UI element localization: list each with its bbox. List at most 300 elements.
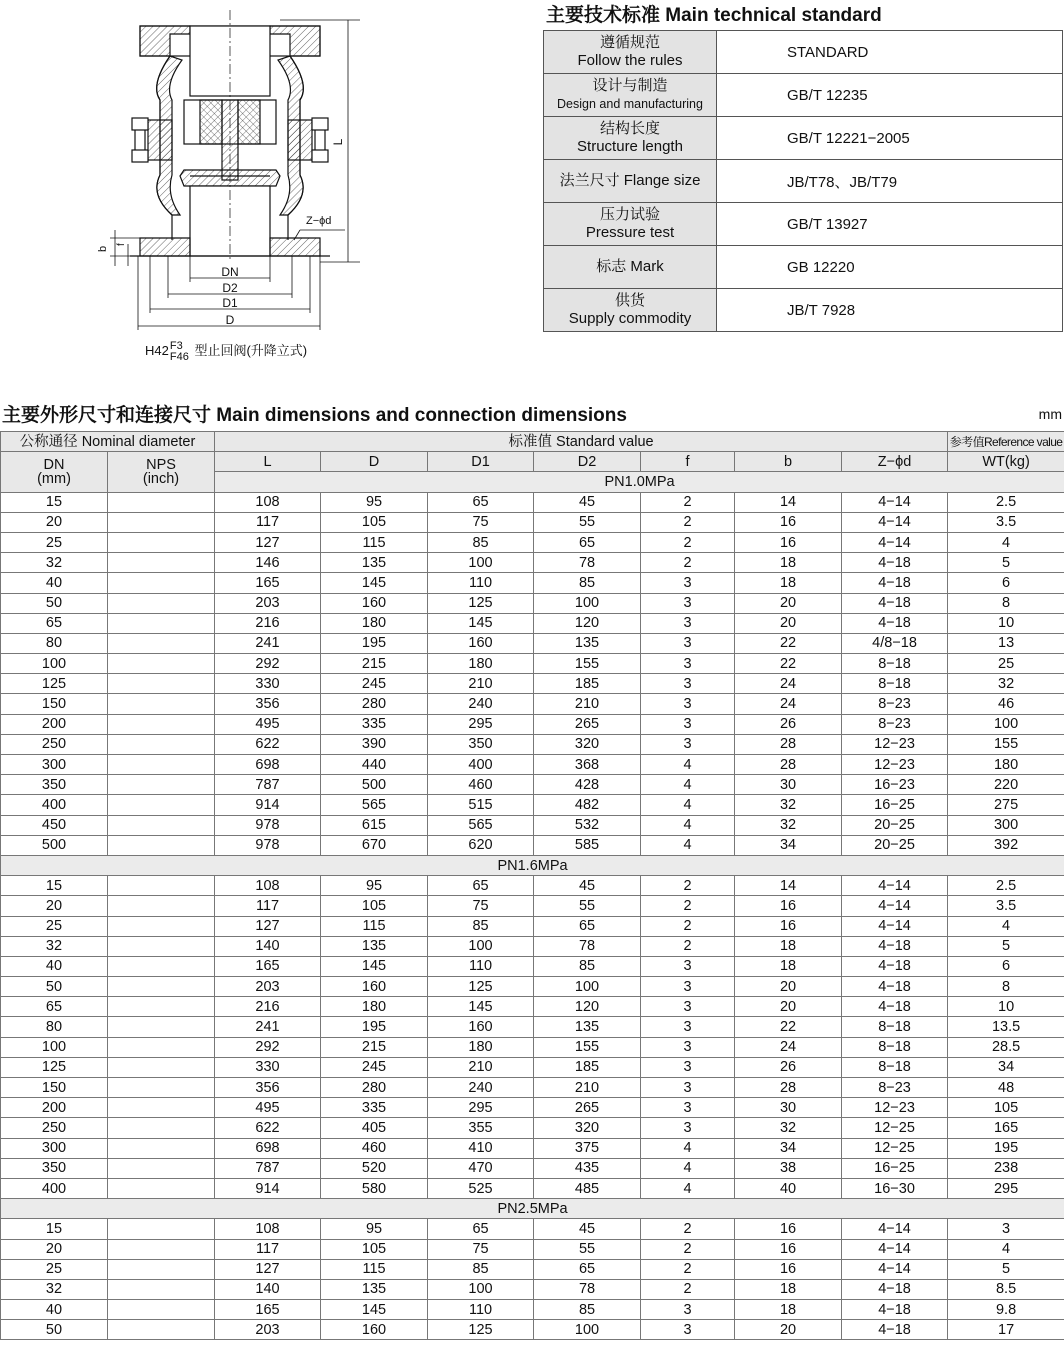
table-cell: 5 [948, 553, 1064, 573]
table-cell: 17 [948, 1320, 1064, 1340]
table-cell: 32 [1, 1279, 108, 1299]
table-cell: 500 [321, 775, 428, 795]
table-cell: 110 [428, 1300, 534, 1320]
table-cell: 4 [641, 775, 735, 795]
table-cell: 165 [215, 1300, 321, 1320]
table-cell: 20−25 [842, 815, 948, 835]
table-cell: 3 [641, 1320, 735, 1340]
table-row [1, 1320, 1064, 1340]
table-cell: 145 [428, 997, 534, 1017]
table-cell: 65 [428, 1219, 534, 1239]
table-row [1, 1178, 1064, 1198]
table-cell: 100 [428, 1279, 534, 1299]
table-cell: 2 [641, 553, 735, 573]
tech-value: JB/T 7928 [717, 289, 1063, 332]
table-cell: 80 [1, 1017, 108, 1037]
table-row [1, 613, 1064, 633]
table-cell: 3 [641, 1037, 735, 1057]
pressure-group-row [1, 855, 1064, 875]
table-row [1, 936, 1064, 956]
table-row [1, 633, 1064, 653]
table-cell: 100 [1, 1037, 108, 1057]
header-dn [1, 452, 108, 492]
table-cell: 4−14 [842, 896, 948, 916]
table-cell: 4 [641, 835, 735, 855]
table-cell: 525 [428, 1178, 534, 1198]
table-cell: 4−14 [842, 1239, 948, 1259]
table-cell: 6 [948, 573, 1064, 593]
table-cell: 4−14 [842, 1219, 948, 1239]
table-cell: 55 [534, 896, 641, 916]
pressure-group-label: PN2.5MPa [1, 1199, 1064, 1219]
tech-row [544, 74, 1063, 117]
table-cell [108, 1259, 215, 1279]
table-cell: 20 [735, 613, 842, 633]
table-cell: 356 [215, 694, 321, 714]
table-cell: 38 [735, 1158, 842, 1178]
table-cell: 3 [641, 654, 735, 674]
table-cell: 24 [735, 674, 842, 694]
table-cell: 330 [215, 1057, 321, 1077]
header-nominal: 公称通径 Nominal diameter [1, 432, 215, 452]
table-cell: 16 [735, 532, 842, 552]
table-cell: 140 [215, 936, 321, 956]
table-cell: 3 [641, 1078, 735, 1098]
table-cell: 392 [948, 835, 1064, 855]
table-cell: 2 [641, 876, 735, 896]
dim-label-z: Z−ϕd [306, 215, 332, 227]
table-cell: 25 [1, 916, 108, 936]
table-row [1, 1239, 1064, 1259]
table-cell: 203 [215, 593, 321, 613]
header-col-f: f [641, 452, 735, 472]
table-cell: 95 [321, 1219, 428, 1239]
table-row [1, 674, 1064, 694]
table-cell: 45 [534, 1219, 641, 1239]
table-cell: 4−14 [842, 512, 948, 532]
table-row [1, 1118, 1064, 1138]
table-cell: 65 [534, 916, 641, 936]
tech-label [544, 246, 717, 289]
table-cell: 4−18 [842, 936, 948, 956]
table-row [1, 593, 1064, 613]
table-cell: 6 [948, 956, 1064, 976]
table-cell: 85 [534, 573, 641, 593]
table-cell: 292 [215, 654, 321, 674]
table-cell: 20 [735, 1320, 842, 1340]
table-cell: 100 [534, 1320, 641, 1340]
table-cell: 180 [428, 1037, 534, 1057]
table-cell: 34 [735, 1138, 842, 1158]
table-cell [108, 1239, 215, 1259]
table-cell: 65 [1, 997, 108, 1017]
table-cell: 115 [321, 1259, 428, 1279]
table-cell: 78 [534, 553, 641, 573]
pressure-group-label: PN1.0MPa [215, 472, 1064, 492]
table-cell: 20 [1, 512, 108, 532]
table-cell: 115 [321, 916, 428, 936]
tech-row [544, 289, 1063, 332]
tech-label-en: Supply commodity [568, 310, 692, 327]
table-cell: 203 [215, 1320, 321, 1340]
table-cell: 615 [321, 815, 428, 835]
tech-label-en: Follow the rules [577, 52, 683, 69]
table-cell: 8−18 [842, 654, 948, 674]
table-cell: 78 [534, 1279, 641, 1299]
valve-drawing-svg [80, 0, 380, 365]
table-cell [108, 916, 215, 936]
table-cell: 125 [428, 1320, 534, 1340]
table-cell: 4 [948, 532, 1064, 552]
table-cell: 295 [428, 714, 534, 734]
table-cell: 16−25 [842, 795, 948, 815]
header-col-z: Z−ϕd [842, 452, 948, 472]
tech-label-en: Structure length [577, 138, 683, 155]
table-cell: 300 [1, 1138, 108, 1158]
tech-value: JB/T78、JB/T79 [717, 160, 1063, 203]
table-cell: 32 [948, 674, 1064, 694]
header-col-d: D [321, 452, 428, 472]
table-cell [108, 1279, 215, 1299]
table-cell: 78 [534, 936, 641, 956]
table-cell: 3 [641, 593, 735, 613]
table-cell: 180 [321, 997, 428, 1017]
table-cell: 24 [735, 1037, 842, 1057]
table-cell [108, 1057, 215, 1077]
table-cell: 428 [534, 775, 641, 795]
table-cell [108, 654, 215, 674]
table-cell: 295 [948, 1178, 1064, 1198]
table-cell: 4−14 [842, 532, 948, 552]
table-row [1, 654, 1064, 674]
table-cell: 4−18 [842, 956, 948, 976]
table-row [1, 492, 1064, 512]
table-cell: 3.5 [948, 896, 1064, 916]
table-row [1, 1259, 1064, 1279]
table-cell: 2 [641, 1239, 735, 1259]
table-cell: 50 [1, 1320, 108, 1340]
table-cell: 85 [534, 956, 641, 976]
table-cell: 216 [215, 613, 321, 633]
table-cell: 105 [321, 512, 428, 532]
table-cell: 400 [1, 795, 108, 815]
dimensions-title: 主要外形尺寸和连接尺寸 Main dimensions and connection dimensions [2, 405, 627, 426]
table-cell: 100 [428, 553, 534, 573]
dimensions-table [0, 431, 1064, 1340]
table-cell: 485 [534, 1178, 641, 1198]
table-cell: 4 [641, 815, 735, 835]
table-cell: 4 [641, 1158, 735, 1178]
table-cell: 30 [735, 775, 842, 795]
table-cell [108, 775, 215, 795]
table-cell: 75 [428, 1239, 534, 1259]
table-cell [108, 1158, 215, 1178]
table-cell: 12−25 [842, 1138, 948, 1158]
table-cell: 5 [948, 1259, 1064, 1279]
table-row [1, 916, 1064, 936]
table-cell: 150 [1, 1078, 108, 1098]
header-dn-name: DN [43, 456, 65, 473]
header-standard: 标准值 Standard value [215, 432, 948, 452]
table-cell: 146 [215, 553, 321, 573]
table-cell: 65 [534, 1259, 641, 1279]
table-cell: 108 [215, 876, 321, 896]
table-cell: 85 [428, 532, 534, 552]
table-cell [108, 734, 215, 754]
table-cell: 145 [321, 573, 428, 593]
table-cell [108, 997, 215, 1017]
table-cell: 215 [321, 1037, 428, 1057]
table-cell: 18 [735, 936, 842, 956]
table-cell: 18 [735, 956, 842, 976]
table-cell: 20 [1, 896, 108, 916]
table-cell: 320 [534, 1118, 641, 1138]
table-cell: 350 [428, 734, 534, 754]
table-row [1, 896, 1064, 916]
table-cell: 8−18 [842, 1057, 948, 1077]
table-cell: 65 [1, 613, 108, 633]
table-cell: 25 [1, 532, 108, 552]
table-cell: 368 [534, 755, 641, 775]
table-cell: 4−18 [842, 977, 948, 997]
table-row [1, 1057, 1064, 1077]
dim-label-d: D [225, 313, 235, 327]
table-cell: 40 [1, 573, 108, 593]
table-cell: 125 [428, 593, 534, 613]
table-cell: 12−25 [842, 1118, 948, 1138]
table-cell: 16 [735, 512, 842, 532]
table-cell: 400 [1, 1178, 108, 1198]
table-cell: 105 [321, 896, 428, 916]
table-cell: 25 [948, 654, 1064, 674]
table-cell: 195 [948, 1138, 1064, 1158]
table-cell: 8−18 [842, 674, 948, 694]
table-cell: 3 [641, 734, 735, 754]
table-cell: 180 [428, 654, 534, 674]
table-cell: 4 [641, 1138, 735, 1158]
table-cell [108, 1098, 215, 1118]
table-cell [108, 694, 215, 714]
table-cell: 203 [215, 977, 321, 997]
table-cell: 241 [215, 1017, 321, 1037]
table-row [1, 694, 1064, 714]
table-cell: 4−14 [842, 492, 948, 512]
table-cell: 8−18 [842, 1037, 948, 1057]
table-cell: 10 [948, 613, 1064, 633]
table-cell: 3 [641, 694, 735, 714]
table-cell: 3 [641, 573, 735, 593]
table-cell: 40 [1, 956, 108, 976]
table-cell: 145 [428, 613, 534, 633]
table-cell [108, 1118, 215, 1138]
tech-label [544, 203, 717, 246]
table-cell: 3.5 [948, 512, 1064, 532]
table-cell: 24 [735, 694, 842, 714]
table-cell: 460 [321, 1138, 428, 1158]
table-cell: 180 [948, 755, 1064, 775]
table-row [1, 1279, 1064, 1299]
table-cell: 120 [534, 613, 641, 633]
table-cell: 2 [641, 1259, 735, 1279]
table-cell: 160 [321, 1320, 428, 1340]
table-cell: 135 [321, 1279, 428, 1299]
table-cell: 4−18 [842, 613, 948, 633]
table-cell: 3 [641, 674, 735, 694]
table-cell: 145 [321, 956, 428, 976]
table-cell: 580 [321, 1178, 428, 1198]
table-cell: 585 [534, 835, 641, 855]
table-cell: 450 [1, 815, 108, 835]
table-cell: 85 [534, 1300, 641, 1320]
table-cell: 4−14 [842, 916, 948, 936]
table-row [1, 1078, 1064, 1098]
table-cell: 280 [321, 694, 428, 714]
table-cell: 55 [534, 512, 641, 532]
table-cell: 240 [428, 1078, 534, 1098]
table-cell: 4−18 [842, 997, 948, 1017]
table-cell: 216 [215, 997, 321, 1017]
table-cell: 120 [534, 997, 641, 1017]
table-row [1, 532, 1064, 552]
table-cell: 85 [428, 916, 534, 936]
table-cell: 115 [321, 532, 428, 552]
table-cell: 670 [321, 835, 428, 855]
table-cell [108, 573, 215, 593]
table-cell: 46 [948, 694, 1064, 714]
header-nps [108, 452, 215, 492]
table-cell [108, 795, 215, 815]
table-cell: 2.5 [948, 876, 1064, 896]
dim-label-dn: DN [221, 265, 239, 279]
table-cell [108, 1037, 215, 1057]
table-cell: 26 [735, 1057, 842, 1077]
table-cell: 410 [428, 1138, 534, 1158]
table-cell: 390 [321, 734, 428, 754]
header-col-l: L [215, 452, 321, 472]
table-cell: 295 [428, 1098, 534, 1118]
table-cell: 16 [735, 916, 842, 936]
table-cell: 4 [948, 916, 1064, 936]
table-row [1, 1138, 1064, 1158]
header-dn-unit: (mm) [37, 470, 71, 487]
table-cell: 220 [948, 775, 1064, 795]
table-row [1, 512, 1064, 532]
table-row [1, 1098, 1064, 1118]
table-cell: 127 [215, 916, 321, 936]
table-cell: 32 [735, 795, 842, 815]
table-cell: 125 [428, 977, 534, 997]
table-cell: 4−18 [842, 593, 948, 613]
table-cell: 155 [534, 654, 641, 674]
table-cell: 110 [428, 573, 534, 593]
header-col-b: b [735, 452, 842, 472]
dim-label-l: L [331, 138, 345, 146]
table-cell: 622 [215, 734, 321, 754]
table-cell [108, 512, 215, 532]
caption-sup: F3 [169, 339, 183, 352]
table-cell [108, 1017, 215, 1037]
table-cell: 25 [1, 1259, 108, 1279]
table-cell: 240 [428, 694, 534, 714]
table-cell: 165 [948, 1118, 1064, 1138]
table-cell: 2 [641, 492, 735, 512]
table-cell: 105 [321, 1239, 428, 1259]
table-cell: 185 [534, 674, 641, 694]
table-cell: 110 [428, 956, 534, 976]
table-cell [108, 896, 215, 916]
tech-row [544, 160, 1063, 203]
table-row [1, 1300, 1064, 1320]
table-cell [108, 755, 215, 775]
table-cell: 2 [641, 512, 735, 532]
tech-label [544, 117, 717, 160]
table-cell: 245 [321, 674, 428, 694]
table-cell: 2 [641, 896, 735, 916]
table-cell: 622 [215, 1118, 321, 1138]
table-cell: 8−23 [842, 694, 948, 714]
table-cell: 15 [1, 1219, 108, 1239]
table-cell: 435 [534, 1158, 641, 1178]
table-cell: 400 [428, 755, 534, 775]
table-cell: 320 [534, 734, 641, 754]
table-row [1, 1219, 1064, 1239]
table-cell: 140 [215, 1279, 321, 1299]
tech-label-cn: 压力试验 [599, 206, 660, 223]
table-cell [108, 492, 215, 512]
table-cell: 18 [735, 1300, 842, 1320]
table-cell [108, 835, 215, 855]
table-cell: 330 [215, 674, 321, 694]
tech-label-en: Pressure test [585, 224, 675, 241]
table-cell [108, 956, 215, 976]
table-cell: 55 [534, 1239, 641, 1259]
table-row [1, 835, 1064, 855]
table-cell: 18 [735, 573, 842, 593]
table-cell: 155 [534, 1037, 641, 1057]
header-col-d1: D1 [428, 452, 534, 472]
table-cell: 914 [215, 1178, 321, 1198]
table-cell: 4−14 [842, 1259, 948, 1279]
table-cell [108, 674, 215, 694]
table-cell: 532 [534, 815, 641, 835]
table-cell: 210 [534, 1078, 641, 1098]
table-cell: 335 [321, 714, 428, 734]
table-cell: 3 [641, 1118, 735, 1138]
table-cell: 3 [641, 977, 735, 997]
table-cell: 20 [735, 593, 842, 613]
table-cell: 3 [641, 613, 735, 633]
header-row-1 [1, 432, 1064, 452]
table-cell: 195 [321, 1017, 428, 1037]
table-cell: 405 [321, 1118, 428, 1138]
table-cell: 470 [428, 1158, 534, 1178]
table-cell: 12−23 [842, 734, 948, 754]
table-cell: 16−23 [842, 775, 948, 795]
table-cell: 4/8−18 [842, 633, 948, 653]
table-cell: 127 [215, 1259, 321, 1279]
table-cell: 3 [641, 1300, 735, 1320]
valve-caption [145, 340, 307, 363]
table-cell: 241 [215, 633, 321, 653]
table-cell: 65 [428, 876, 534, 896]
tech-label [544, 289, 717, 332]
table-cell: 125 [1, 674, 108, 694]
table-cell: 565 [428, 815, 534, 835]
header-col-wt: WT(kg) [948, 452, 1064, 472]
table-row [1, 573, 1064, 593]
table-cell: 3 [641, 714, 735, 734]
table-cell: 8−18 [842, 1017, 948, 1037]
